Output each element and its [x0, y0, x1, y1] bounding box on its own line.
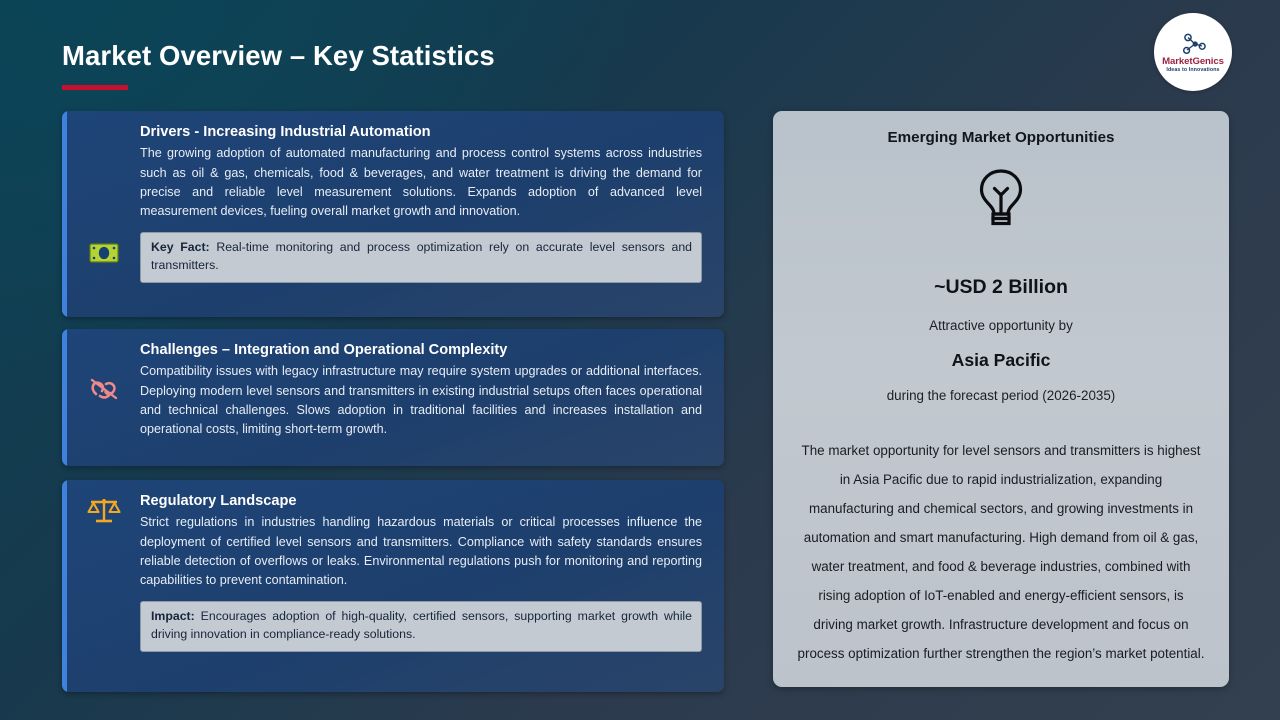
- panel-title: Emerging Market Opportunities: [887, 129, 1115, 146]
- money-banknote-icon: [84, 242, 124, 268]
- logo-name: MarketGenics: [1162, 55, 1224, 67]
- impact-label: Impact:: [151, 609, 195, 624]
- balance-scale-icon: [84, 495, 124, 529]
- stat-value: ~USD 2 Billion: [934, 276, 1068, 299]
- brand-logo: [1154, 13, 1232, 91]
- card-drivers: [62, 111, 724, 317]
- card-regulatory: [62, 480, 724, 692]
- region-name: Asia Pacific: [951, 349, 1051, 370]
- stat-caption: Attractive opportunity by: [929, 317, 1073, 333]
- card-body-text: Strict regulations in industries handling hazardous materials or critical processes influence the deployment of certified level sensors and transmitters. Compliance with safety standards ensures reliable detection of overflows or leaks. Environmental regulations push for monitoring and reporting capabilities to prevent contamination.: [140, 515, 702, 588]
- impact-box: [140, 601, 702, 652]
- card-body-text: Compatibility issues with legacy infrastructure may require system upgrades or additional interfaces. Deploying modern level sensors and transmitters in existing industrial setups often faces operational and technical challenges. Slows adoption in traditional facilities and increases installation and operational costs, limiting short-term growth.: [140, 364, 702, 437]
- page-title: Market Overview – Key Statistics: [62, 40, 495, 71]
- key-fact-label: Key Fact:: [151, 240, 210, 255]
- card-body-text: The growing adoption of automated manufacturing and process control systems across industries such as oil & gas, chemicals, food & beverages, and water treatment is driving the demand for precise and reliable level measurement solutions. Expands adoption of advanced level measurement devices, fueling overall market growth and innovation.: [140, 146, 702, 219]
- broken-link-icon: [84, 374, 124, 408]
- title-accent-rule: [62, 85, 128, 90]
- card-heading: Drivers - Increasing Industrial Automation: [140, 124, 431, 140]
- logo-tagline: Ideas to Innovations: [1166, 67, 1220, 74]
- network-nodes-icon: [1180, 31, 1206, 55]
- card-heading: Challenges – Integration and Operational Complexity: [140, 342, 508, 358]
- lightbulb-icon: [793, 167, 1209, 229]
- card-heading: Regulatory Landscape: [140, 493, 297, 509]
- key-fact-box: [140, 232, 702, 283]
- panel-description: The market opportunity for level sensors and transmitters is highest in Asia Pacific due to rapid industrialization, expanding manufacturing and chemical sectors, and growing investments in automation and smart manufacturing. High demand from oil & gas, water treatment, and food & beverage industries, combined with rising adoption of IoT-enabled and energy-efficient sensors, is driving market growth. Infrastructure development and focus on process optimization further strengthen the region’s market potential.: [797, 442, 1205, 662]
- key-fact-text: Real-time monitoring and process optimization rely on accurate level sensors and transmitters.: [151, 240, 692, 273]
- card-challenges: [62, 329, 724, 466]
- impact-text: Encourages adoption of high-quality, certified sensors, supporting market growth while driving innovation in compliance-ready solutions.: [151, 609, 692, 642]
- insight-cards: [62, 111, 724, 692]
- opportunity-panel: [773, 111, 1229, 687]
- forecast-period: during the forecast period (2026-2035): [886, 387, 1116, 403]
